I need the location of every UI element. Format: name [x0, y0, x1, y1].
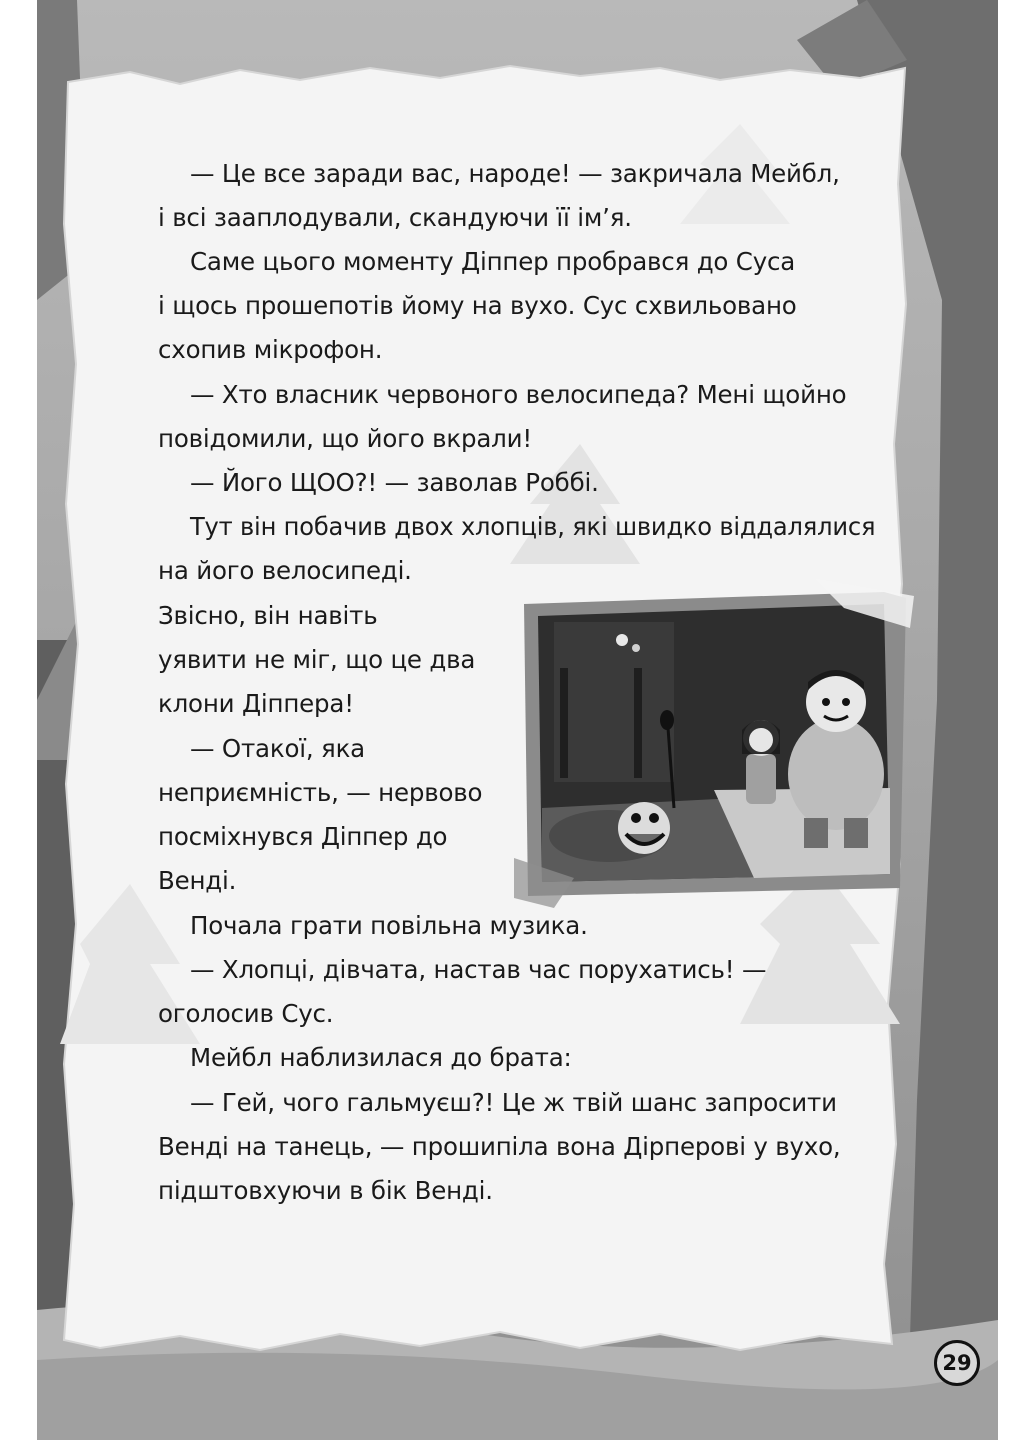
text-line: — Отакої, яка — [190, 734, 365, 763]
page-number: 29 — [934, 1340, 980, 1386]
text-line: Звісно, він навіть — [158, 601, 378, 630]
text-line: неприємність, — нервово — [158, 778, 483, 807]
text-line: клони Діппера! — [158, 689, 354, 718]
text-line: — Хто власник червоного велосипеда? Мені щойно — [190, 380, 847, 409]
text-line: Почала грати повільна музика. — [190, 911, 588, 940]
text-line: повідомили, що його вкрали! — [158, 424, 532, 453]
text-line: і щось прошепотів йому на вухо. Сус схвильовано — [158, 291, 797, 320]
text-line: підштовхуючи в бік Венді. — [158, 1176, 493, 1205]
text-line: Венді. — [158, 866, 237, 895]
text-line: посміхнувся Діппер до — [158, 822, 448, 851]
text-line: на його велосипеді. — [158, 556, 412, 585]
text-line: — Його ЩОО?! — заволав Роббі. — [190, 468, 599, 497]
text-line: — Хлопці, дівчата, настав час порухатись! — — [190, 955, 767, 984]
text-line: — Це все заради вас, народе! — закричала Мейбл, — [190, 159, 840, 188]
text-line: — Гей, чого гальмуєш?! Це ж твій шанс запросити — [190, 1088, 837, 1117]
text-line: Венді на танець, — прошипіла вона Дipперові у вухо, — [158, 1132, 841, 1161]
text-line: оголосив Сус. — [158, 999, 334, 1028]
text-line: і всі зааплодували, скандуючи її ім’я. — [158, 203, 632, 232]
text-line: Саме цього моменту Діппер пробрався до Суса — [190, 247, 796, 276]
text-line: уявити не міг, що це два — [158, 645, 476, 674]
text-line: схопив мікрофон. — [158, 335, 383, 364]
text-line: Тут він побачив двох хлопців, які швидко віддалялися — [190, 512, 876, 541]
text-line: Мейбл наблизилася до брата: — [190, 1043, 572, 1072]
